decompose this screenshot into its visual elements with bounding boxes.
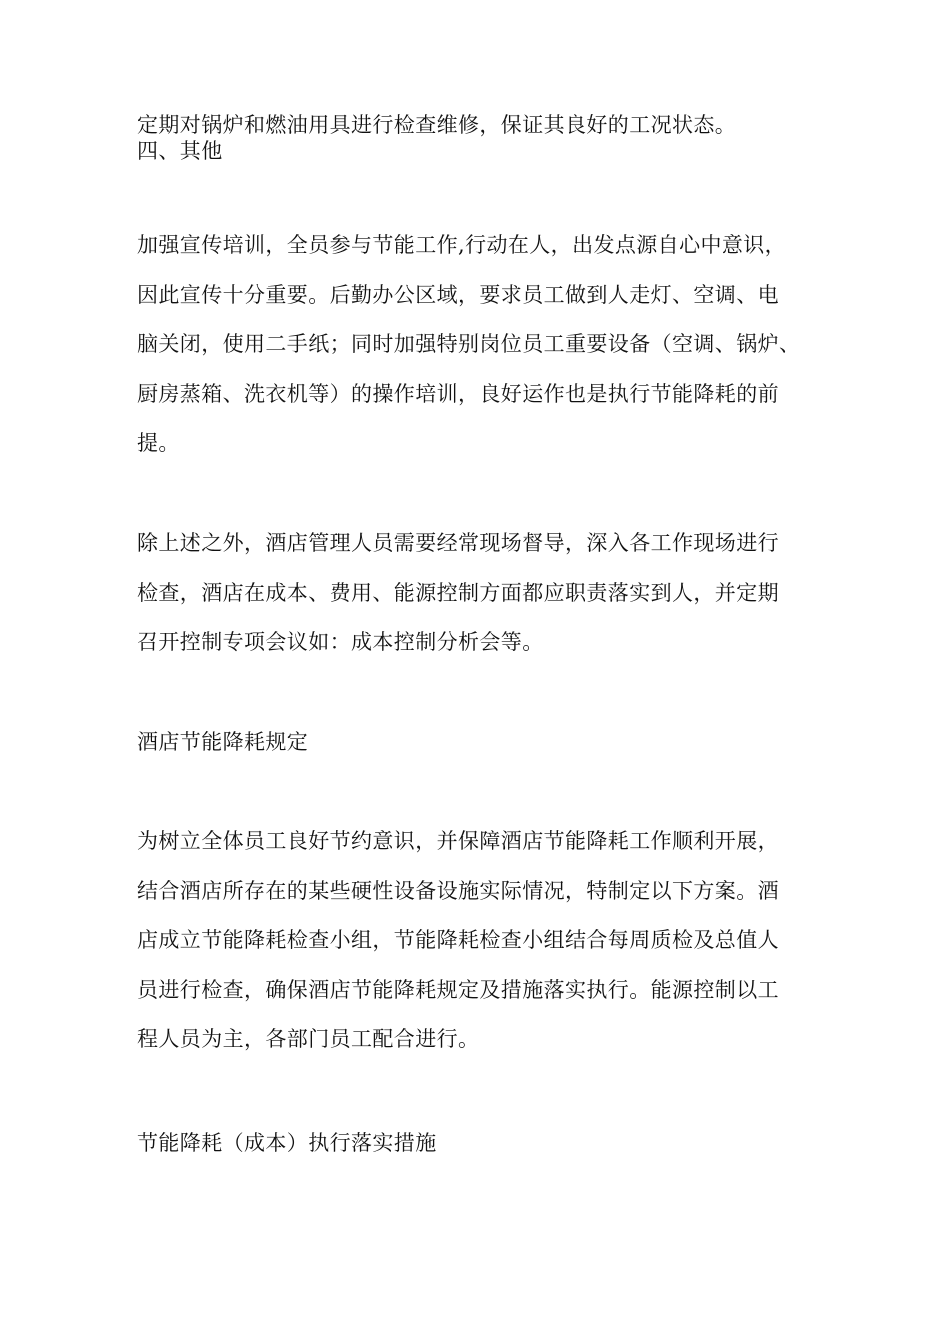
text-line: 除上述之外，酒店管理人员需要经常现场督导，深入各工作现场进行 <box>137 531 779 555</box>
text-line: 加强宣传培训，全员参与节能工作,行动在人，出发点源自心中意识， <box>137 233 787 257</box>
text-line: 程人员为主，各部门员工配合进行。 <box>137 1027 480 1051</box>
text-line: 店成立节能降耗检查小组，节能降耗检查小组结合每周质检及总值人 <box>137 928 779 952</box>
text-line: 召开控制专项会议如：成本控制分析会等。 <box>137 630 544 654</box>
text-line: 员进行检查，确保酒店节能降耗规定及措施落实执行。能源控制以工 <box>137 978 779 1002</box>
text-line: 为树立全体员工良好节约意识，并保障酒店节能降耗工作顺利开展， <box>137 829 779 853</box>
text-line: 因此宣传十分重要。后勤办公区域，要求员工做到人走灯、空调、电 <box>137 283 779 307</box>
text-line: 检查，酒店在成本、费用、能源控制方面都应职责落实到人，并定期 <box>137 581 779 605</box>
text-line: 脑关闭，使用二手纸；同时加强特别岗位员工重要设备（空调、锅炉、 <box>137 332 801 356</box>
text-line: 厨房蒸箱、洗衣机等）的操作培训，良好运作也是执行节能降耗的前 <box>137 382 779 406</box>
text-line: 节能降耗（成本）执行落实措施 <box>137 1131 437 1155</box>
text-line: 酒店节能降耗规定 <box>137 730 309 754</box>
text-line: 定期对锅炉和燃油用具进行检查维修，保证其良好的工况状态。 <box>137 113 737 137</box>
text-line: 结合酒店所存在的某些硬性设备设施实际情况，特制定以下方案。酒 <box>137 879 779 903</box>
text-line: 四、其他 <box>137 139 223 163</box>
text-line: 提。 <box>137 431 180 455</box>
